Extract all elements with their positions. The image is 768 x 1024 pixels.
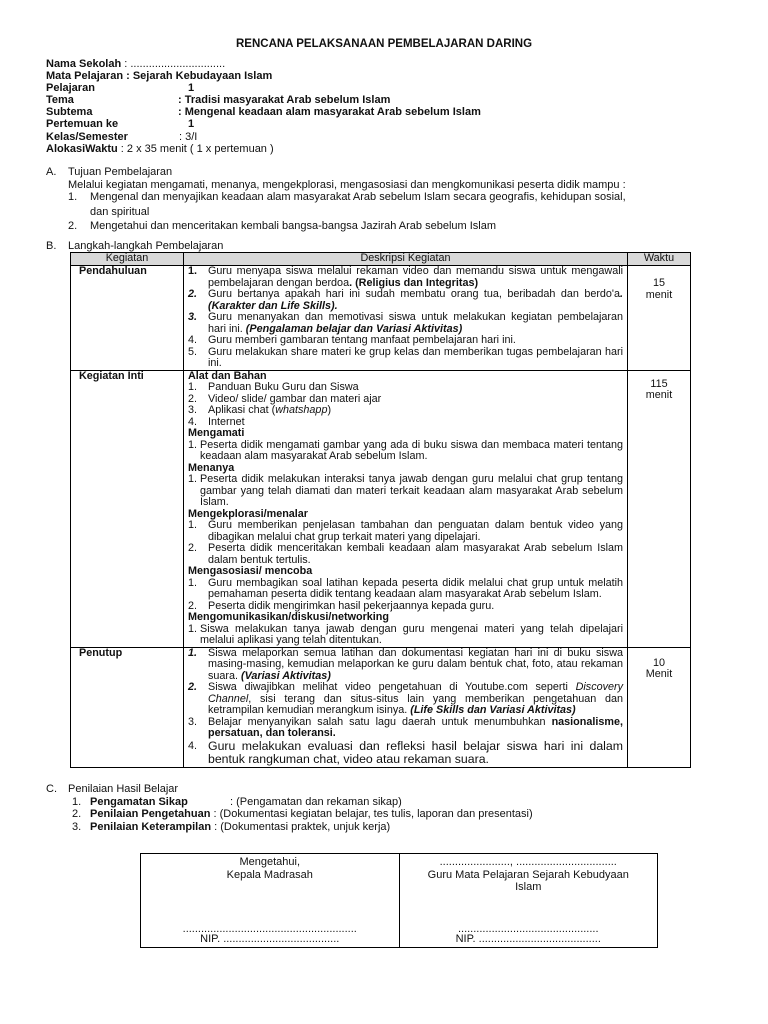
cell-penutup-label: Penutup (71, 647, 184, 767)
list-item: 1. Panduan Buku Guru dan Siswa (188, 381, 359, 393)
cell-pendahuluan-desc (184, 266, 628, 371)
list-item: 1. Siswa melaporkan semua latihan dan dokumentasi kegiatan hari ini di buku siswa masing-masing, kemudian melaporkan ke guru dalam bentuk chat, foto, atau rekaman suara. (Variasi Aktivitas) (188, 646, 623, 682)
section-c-heading: C. Penilaian Hasil Belajar (46, 783, 179, 795)
signature-right: ......................., ................................. Guru Mata Pelajaran Sejarah Kebudyaan Islam .............................................. NIP. ........................................ (399, 854, 658, 947)
section-a-intro: Melalui kegiatan mengamati, menanya, mengekplorasi, mengasosiasi dan mengkomunikasi peserta didik mampu : (68, 178, 626, 191)
list-item: 4. Internet (188, 415, 245, 428)
nip-left: NIP. ...................................... (200, 932, 340, 945)
subheading-eksplorasi: Mengekplorasi/menalar (188, 507, 309, 520)
subheading-mengamati: Mengamati (188, 427, 245, 439)
list-item: 2. Peserta didik mengirimkan hasil pekerjaannya kepada guru. (188, 599, 495, 612)
section-b-heading: B. Langkah-langkah Pembelajaran (46, 240, 224, 252)
info-row-subject: Mata Pelajaran : Sejarah Kebudayaan Islam (46, 70, 273, 83)
list-item: 2. Guru bertanya apakah hari ini sudah membatu orang tua, beribadah dan berdo'a. (Karakter dan Life Skills). (188, 288, 623, 312)
document-title: RENCANA PELAKSANAAN PEMBELAJARAN DARING (235, 38, 533, 50)
activity-table (70, 252, 691, 768)
list-item: 1. Peserta didik mengamati gambar yang ada di buku siswa dan membaca materi tentang keadaan alam masyarakat Arab sebelum Islam. (188, 438, 623, 462)
list-item: 4. Guru melakukan evaluasi dan refleksi hasil belajar siswa hari ini dalam bentuk rangkuman chat, video atau rekaman suara. (188, 738, 623, 766)
list-item: 2. Video/ slide/ gambar dan materi ajar (188, 392, 382, 405)
list-item: 3. Belajar menyanyikan salah satu lagu daerah untuk menumbuhkan nasionalisme, persatuan, dan toleransi. (188, 715, 623, 739)
section-c (46, 783, 533, 833)
info-row-school: Nama Sekolah : ............................... (46, 58, 226, 70)
subheading-komunikasi: Mengomunikasikan/diskusi/networking (188, 611, 389, 623)
cell-pendahuluan-waktu: 15 menit (628, 266, 691, 371)
cell-inti-label: Kegiatan Inti (71, 370, 184, 647)
table-row-penutup (71, 647, 691, 767)
header-deskripsi: Deskripsi Kegiatan (184, 253, 628, 266)
list-item: 4. Guru memberi gambaran tentang manfaat pembelajaran hari ini. (188, 334, 516, 346)
subheading-asosiasi: Mengasosiasi/ mencoba (188, 565, 313, 577)
info-row-theme: Tema : Tradisi masyarakat Arab sebelum Islam (46, 94, 391, 107)
table-row-inti (71, 370, 691, 647)
cell-inti-waktu: 115 menit (628, 370, 691, 647)
info-row-class: Kelas/Semester : 3/I (46, 130, 198, 143)
assessment-item: 1. Pengamatan Sikap : (Pengamatan dan rekaman sikap) (72, 795, 402, 808)
cell-inti-desc (184, 370, 628, 647)
subheading-alat: Alat dan Bahan (188, 369, 267, 382)
list-item: 3. Aplikasi chat (whatshapp) (188, 404, 332, 416)
cell-pendahuluan-label: Pendahuluan (71, 266, 184, 371)
signature-box (140, 853, 658, 948)
section-a-item-cont: dan spiritual (90, 205, 150, 218)
info-block (46, 58, 481, 155)
cell-penutup-waktu: 10 Menit (628, 647, 691, 767)
table-header-row (71, 253, 691, 266)
assessment-item: 2. Penilaian Pengetahuan : (Dokumentasi kegiatan belajar, tes tulis, laporan dan presentasi) (72, 808, 533, 820)
header-waktu: Waktu (628, 253, 691, 266)
table-row-pendahuluan (71, 266, 691, 371)
assessment-item: 3. Penilaian Keterampilan : (Dokumentasi praktek, unjuk kerja) (72, 820, 391, 833)
header-kegiatan: Kegiatan (71, 253, 184, 266)
signature-left: Mengetahui, Kepala Madrasah ......................................................... NIP. ...................................... (141, 854, 399, 947)
info-row-time: AlokasiWaktu : 2 x 35 menit ( 1 x pertemuan ) (46, 142, 274, 155)
signature-line-right: .............................................. (457, 922, 599, 935)
list-item: 2. Siswa diwajibkan melihat video pengetahuan di Youtube.com seperti Discovery Channel, sisi terang dan situs-situs lain yang memberikan pengetahuan dan ketrampilan kemudian merangkum isinya. (Life Skills dan Variasi Aktivitas) (188, 681, 623, 716)
nip-right: NIP. ........................................ (455, 932, 601, 945)
list-item: 1. Peserta didik melakukan interaksi tanya jawab dengan guru melalui chat grup tentang gambar yang telah diamati dan materi terkait keadaan alam masyarakat Arab sebelum Islam. (188, 473, 623, 508)
info-row-meeting: Pertemuan ke 1 (46, 118, 195, 131)
list-item: 1. Guru memberikan penjelasan tambahan dan penguatan dalam bentuk video yang dibagikan melalui chat grup terkait materi yang dipelajari. (188, 519, 623, 543)
list-item: 1. Siswa melakukan tanya jawab dengan guru mengenai materi yang telah dipelajari melalui aplikasi yang telah ditentukan. (188, 622, 623, 646)
list-item: 1. Guru menyapa siswa melalui rekaman video dan memandu siswa untuk mengawali pembelajaran dengan berdoa. (Religius dan Integritas) (188, 265, 623, 289)
section-a-item: 1. Mengenal dan menyajikan keadaan alam masyarakat Arab sebelum Islam secara geografis, kehidupan sosial, (68, 191, 626, 203)
list-item: 2. Peserta didik menceritakan kembali keadaan alam masyarakat Arab sebelum Islam dalam bentuk tertulis. (188, 542, 623, 566)
section-a-item: 2. Mengetahui dan menceritakan kembali bangsa-bangsa Jazirah Arab sebelum Islam (68, 220, 497, 232)
cell-penutup-desc (184, 647, 628, 767)
list-item: 3. Guru menanyakan dan memotivasi siswa untuk melakukan kegiatan pembelajaran hari ini. (Pengalaman belajar dan Variasi Aktivitas) (188, 311, 623, 335)
list-item: 1. Guru membagikan soal latihan kepada peserta didik melalui chat grup untuk melatih pemahaman peserta didik tentang keadaan alam masyarakat Arab sebelum Islam. (188, 576, 623, 600)
signature-line-left: ......................................................... (182, 922, 357, 935)
info-row-lesson: Pelajaran 1 (46, 82, 195, 95)
section-a-heading: A. Tujuan Pembelajaran (46, 166, 173, 178)
section-a (46, 166, 626, 233)
list-item: 5. Guru melakukan share materi ke grup kelas dan memberikan tugas pembelajaran hari ini. (188, 345, 623, 369)
subheading-menanya: Menanya (188, 461, 235, 474)
info-row-subtheme: Subtema : Mengenal keadaan alam masyarakat Arab sebelum Islam (46, 106, 481, 119)
